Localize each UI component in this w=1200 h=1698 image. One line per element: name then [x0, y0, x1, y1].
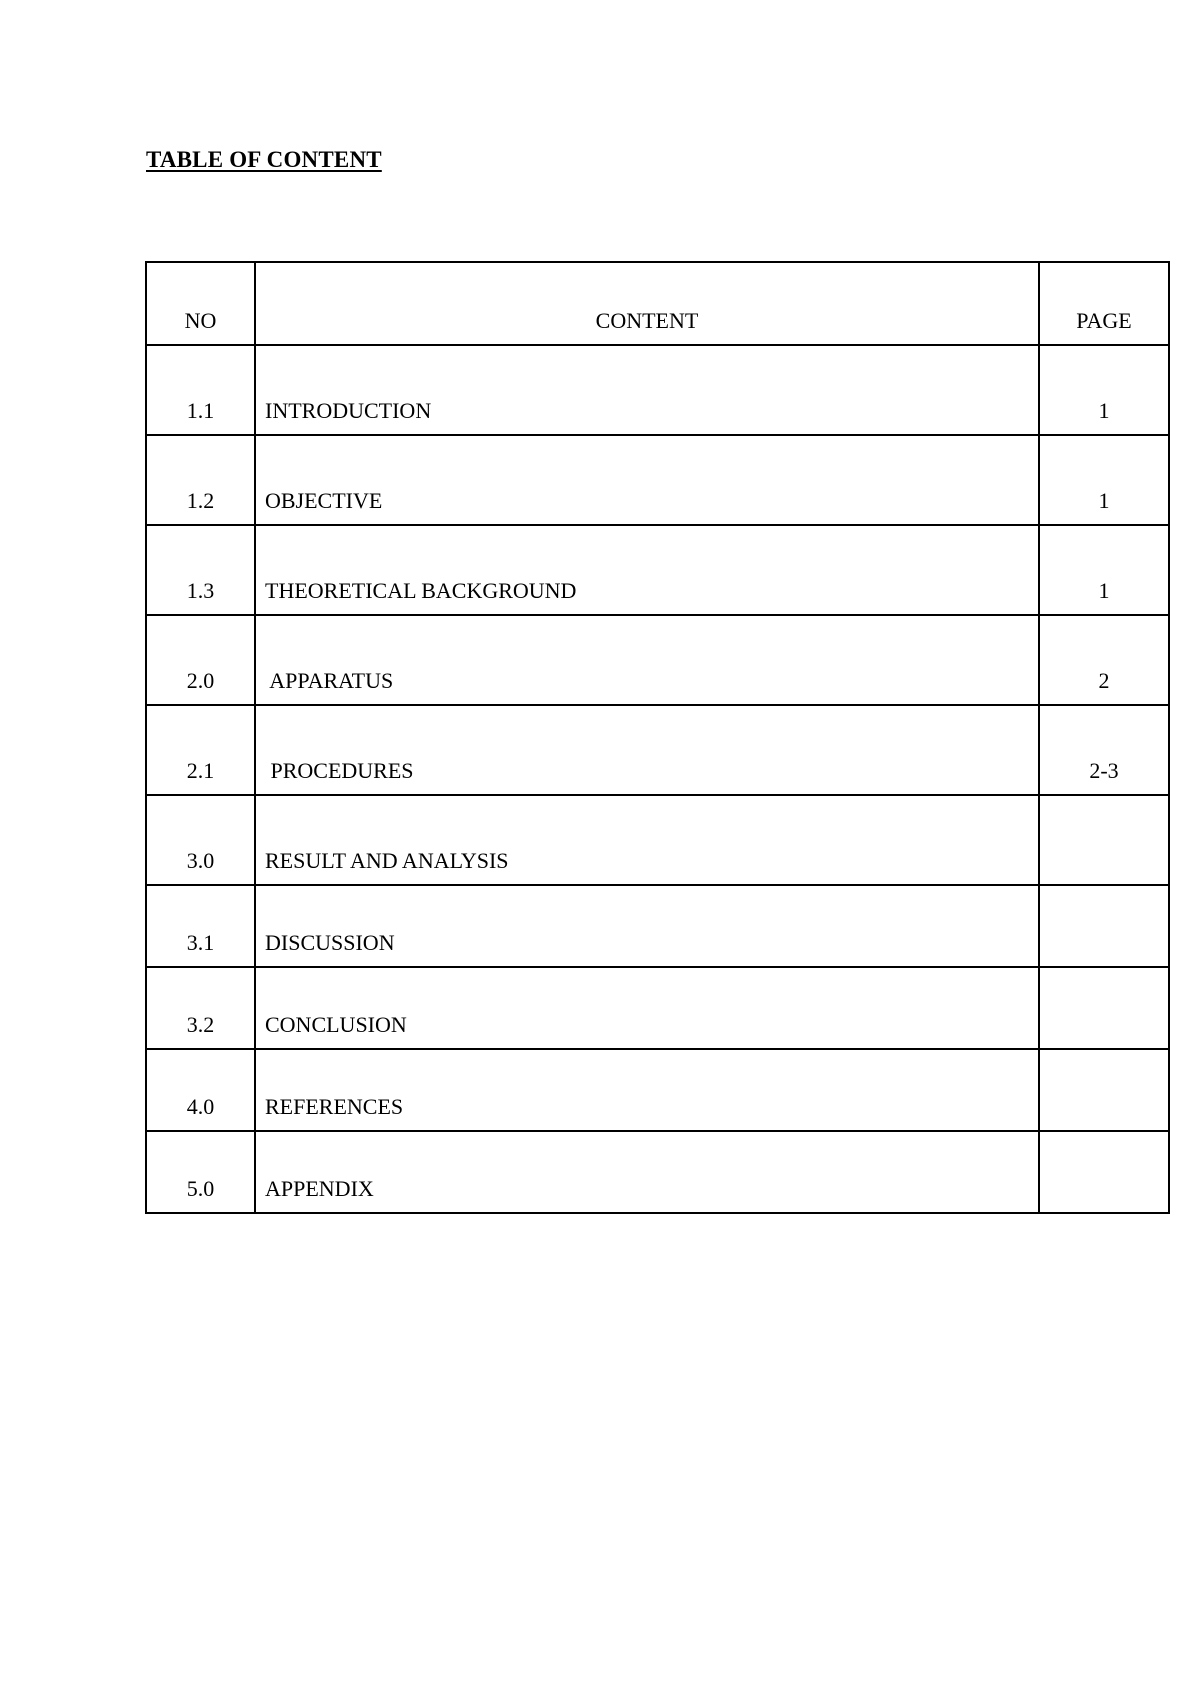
- header-content: CONTENT: [255, 262, 1039, 345]
- header-no: NO: [146, 262, 255, 345]
- row-content: INTRODUCTION: [255, 345, 1039, 435]
- row-number: 3.1: [146, 885, 255, 967]
- row-content: REFERENCES: [255, 1049, 1039, 1131]
- row-page: 1: [1039, 345, 1169, 435]
- row-number: 1.2: [146, 435, 255, 525]
- row-page: [1039, 885, 1169, 967]
- row-number: 2.0: [146, 615, 255, 705]
- row-content: APPENDIX: [255, 1131, 1039, 1213]
- table-row: [146, 1049, 1169, 1131]
- row-number: 3.2: [146, 967, 255, 1049]
- row-number: 2.1: [146, 705, 255, 795]
- row-number: 3.0: [146, 795, 255, 885]
- table-row: [146, 705, 1169, 795]
- row-page: 2: [1039, 615, 1169, 705]
- row-page: [1039, 1131, 1169, 1213]
- table-row: [146, 525, 1169, 615]
- row-content: APPARATUS: [255, 615, 1039, 705]
- row-number: 1.3: [146, 525, 255, 615]
- page-title: TABLE OF CONTENT: [146, 147, 382, 172]
- row-content: THEORETICAL BACKGROUND: [255, 525, 1039, 615]
- row-page: [1039, 1049, 1169, 1131]
- row-page: [1039, 967, 1169, 1049]
- row-page: 1: [1039, 525, 1169, 615]
- table-row: [146, 615, 1169, 705]
- table-header-row: [146, 262, 1169, 345]
- header-page: PAGE: [1039, 262, 1169, 345]
- table-row: [146, 1131, 1169, 1213]
- row-number: 1.1: [146, 345, 255, 435]
- row-page: 2-3: [1039, 705, 1169, 795]
- table-row: [146, 345, 1169, 435]
- row-content: OBJECTIVE: [255, 435, 1039, 525]
- row-content: CONCLUSION: [255, 967, 1039, 1049]
- row-number: 5.0: [146, 1131, 255, 1213]
- table-row: [146, 435, 1169, 525]
- table-row: [146, 967, 1169, 1049]
- toc-table: [145, 261, 1170, 1214]
- table-row: [146, 795, 1169, 885]
- row-content: DISCUSSION: [255, 885, 1039, 967]
- row-number: 4.0: [146, 1049, 255, 1131]
- table-row: [146, 885, 1169, 967]
- row-content: RESULT AND ANALYSIS: [255, 795, 1039, 885]
- row-content: PROCEDURES: [255, 705, 1039, 795]
- row-page: [1039, 795, 1169, 885]
- row-page: 1: [1039, 435, 1169, 525]
